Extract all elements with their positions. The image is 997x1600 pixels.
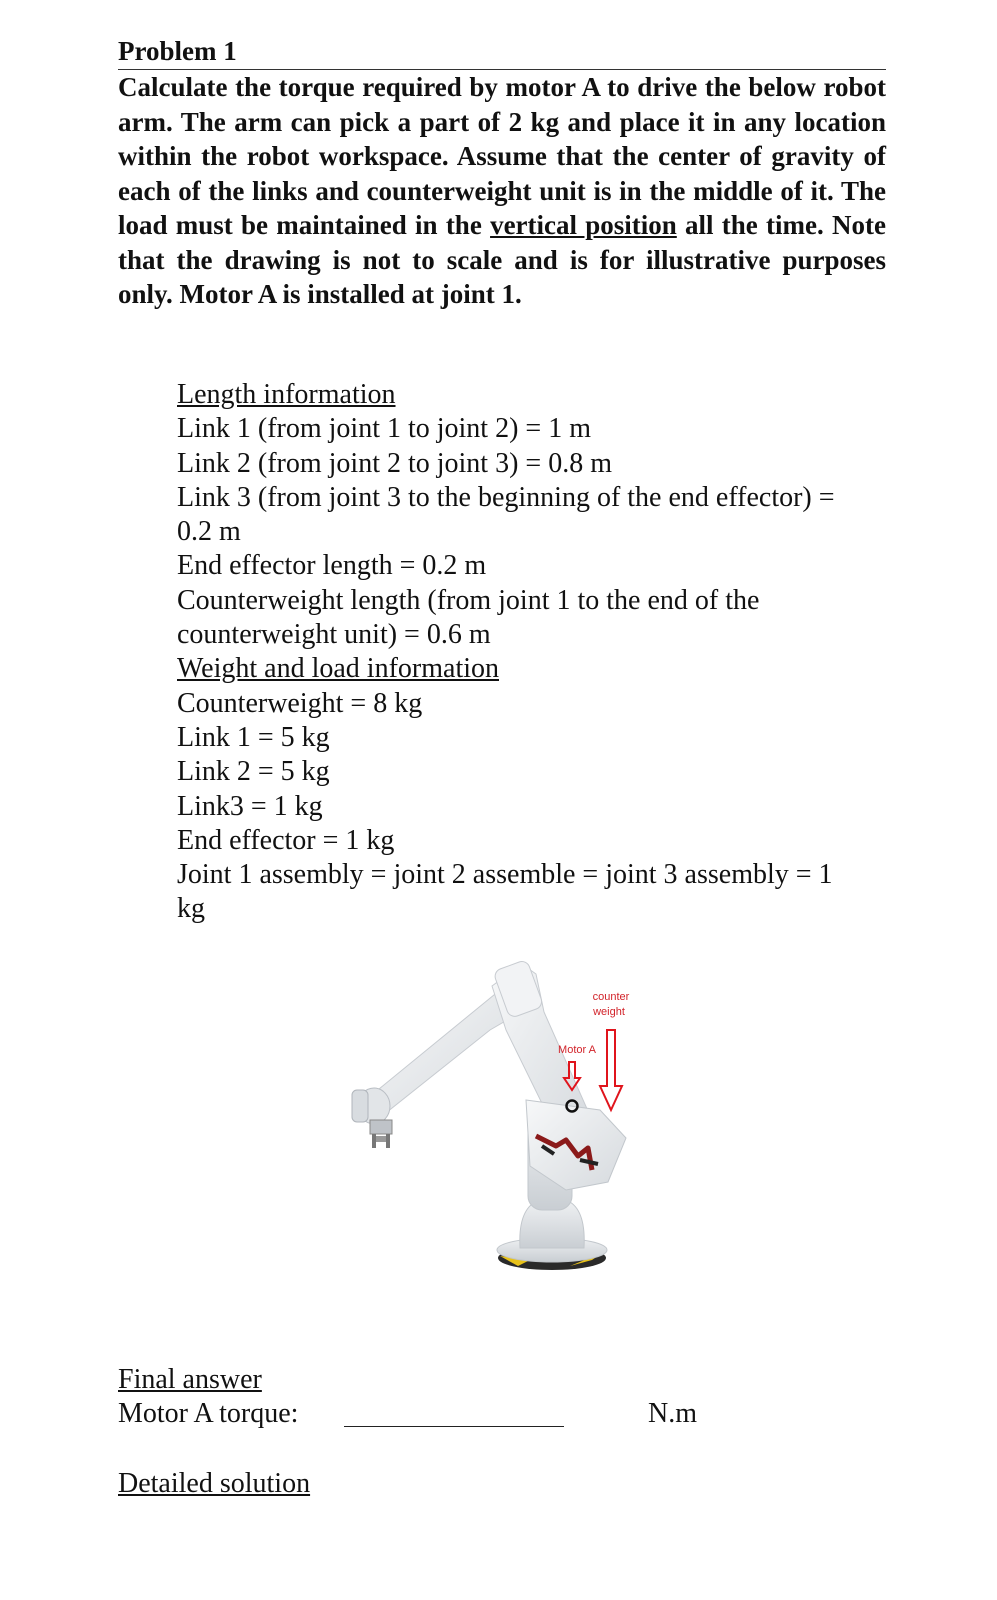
robot-arm-illustration: [330, 960, 680, 1280]
info-section: [177, 378, 882, 927]
weight-line: Link 2 = 5 kg: [177, 756, 330, 788]
length-line: Link 3 (from joint 3 to the beginning of the end effector) =: [177, 481, 835, 513]
counter-label: counter: [592, 991, 630, 1003]
weight-line: kg: [177, 893, 205, 925]
length-line: End effector length = 0.2 m: [177, 550, 487, 582]
length-line: Link 1 (from joint 1 to joint 2) = 1 m: [177, 413, 591, 445]
weight-line: End effector = 1 kg: [177, 824, 395, 856]
weight-line: Link3 = 1 kg: [177, 790, 323, 822]
final-answer-heading-text: Final answer: [118, 1364, 262, 1395]
detailed-solution-heading: [118, 1466, 310, 1501]
torque-label: Motor A torque:: [118, 1398, 299, 1429]
answer-blank-line[interactable]: [344, 1426, 564, 1427]
length-line: Counterweight length (from joint 1 to the end of the: [177, 584, 760, 616]
weight-line: Joint 1 assembly = joint 2 assemble = joint 3 assembly = 1: [177, 859, 833, 891]
counterweight-arrow: [600, 1030, 622, 1110]
robot-forearm: [352, 990, 514, 1124]
problem-statement: [118, 70, 886, 312]
problem-text-part1: Calculate the torque required by motor A to drive the below robot arm. The arm can pick a part of 2 kg and place it in any location within the robot workspace. Assume that the center of gravity of each of the links and counterweight unit is in the middle of it. The load must be maintained in the: [118, 72, 886, 240]
length-line: Link 2 (from joint 2 to joint 3) = 0.8 m: [177, 447, 612, 479]
gripper-end-effector: [370, 1120, 392, 1148]
torque-unit: N.m: [648, 1398, 697, 1429]
weight-line: Counterweight = 8 kg: [177, 687, 423, 719]
problem-title: Problem 1: [118, 34, 886, 70]
length-info-heading: Length information: [177, 379, 396, 410]
problem-text-underlined: vertical position: [490, 210, 677, 240]
motor-a-label: Motor A: [558, 1044, 596, 1056]
weight-line: Link 1 = 5 kg: [177, 721, 330, 753]
final-answer-heading: [118, 1362, 262, 1397]
problem-text-part2: all the time. Note that the drawing is not to scale and is for illustrative purposes only. Motor A is installed at joint 1.: [118, 210, 886, 309]
torque-answer-row: [118, 1396, 818, 1436]
length-line: counterweight unit) = 0.6 m: [177, 619, 491, 651]
length-line: 0.2 m: [177, 516, 241, 548]
weight-info-heading: Weight and load information: [177, 653, 499, 685]
detailed-solution-heading-text: Detailed solution: [118, 1468, 311, 1499]
weight-label: weight: [593, 1006, 625, 1018]
